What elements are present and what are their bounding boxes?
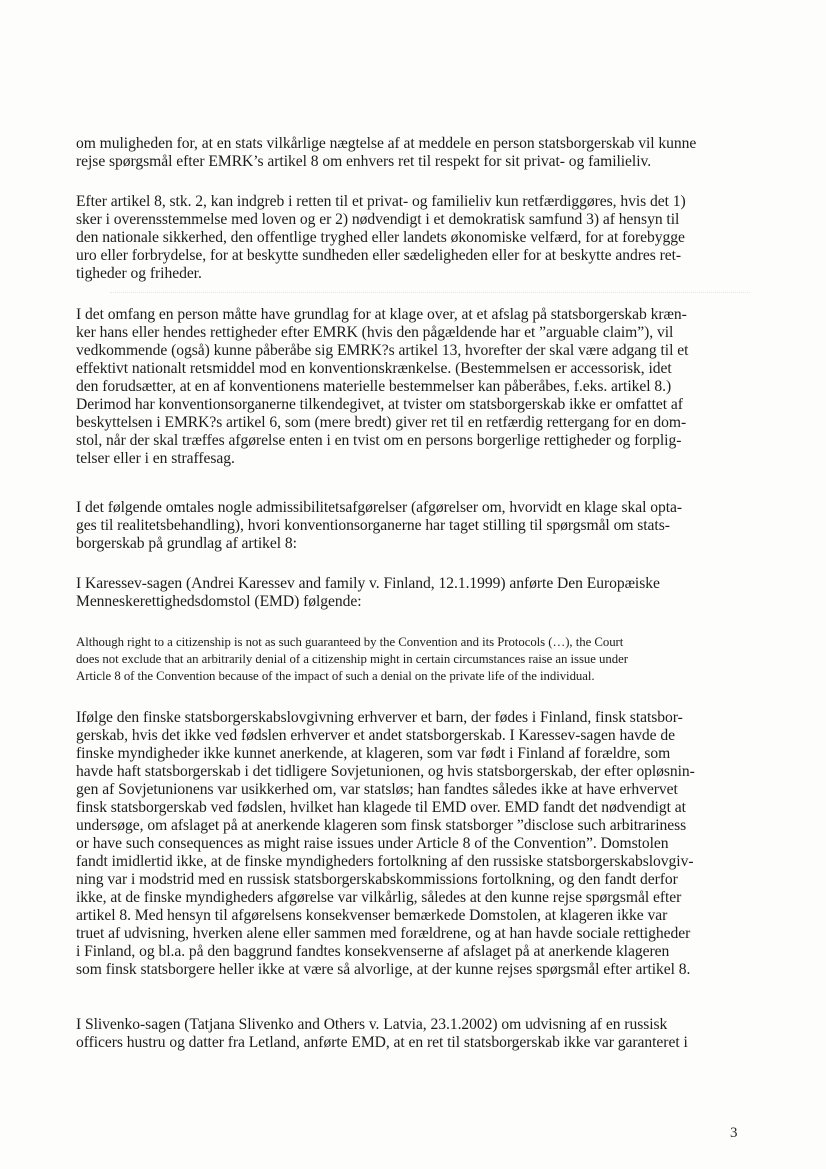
paragraph-line: borgerskab på grundlag af artikel 8: xyxy=(76,535,297,552)
paragraph-line: undersøge, om afslaget på at anerkende klageren som finsk statsborger ”disclose such arbitrariness xyxy=(76,817,687,834)
page-number: 3 xyxy=(730,1125,738,1141)
quote-line: Although right to a citizenship is not as such guaranteed by the Convention and its Protocols (…), the Court xyxy=(76,635,624,649)
paragraph-line: Ifølge den finske statsborgerskabslovgivning erhverver et barn, der fødes i Finland, finsk statsbor- xyxy=(76,709,683,726)
paragraph-4 xyxy=(76,499,756,553)
paragraph-line: officers hustru og datter fra Letland, anførte EMD, at en ret til statsborgerskab ikke var garanteret i xyxy=(76,1034,688,1051)
paragraph-line: effektivt nationalt retsmiddel mod en konventionskrænkelse. (Bestemmelsen er accessorisk, idet xyxy=(76,360,672,377)
paragraph-line: Efter artikel 8, stk. 2, kan indgreb i retten til et privat- og familieliv kun retfærdiggøres, hvis det 1) xyxy=(76,193,686,210)
paragraph-line: ges til realitetsbehandling), hvori konventionsorganerne har taget stilling til spørgsmål om stats- xyxy=(76,517,670,534)
paragraph-line: rejse spørgsmål efter EMRK’s artikel 8 om enhvers ret til respekt for sit privat- og familieliv. xyxy=(76,153,652,170)
paragraph-line: finsk statsborgerskab ved fødslen, hvilket han klagede til EMD over. EMD fandt det nødvendigt at xyxy=(76,799,686,816)
quote-line: Article 8 of the Convention because of the impact of such a denial on the private life of the individual. xyxy=(76,669,595,683)
paragraph-line: I Karessev-sagen (Andrei Karessev and family v. Finland, 12.1.1999) anførte Den Europæiske xyxy=(76,575,660,592)
paragraph-2 xyxy=(76,193,756,283)
paragraph-line: stol, når der skal træffes afgørelse enten i en tvist om en persons borgerlige rettigheder og forplig- xyxy=(76,432,682,449)
paragraph-line: uro eller forbrydelse, for at beskytte sundheden eller sædeligheden eller for at beskytte andres ret- xyxy=(76,247,682,264)
paragraph-line: tigheder og friheder. xyxy=(76,265,202,282)
paragraph-line: I det omfang en person måtte have grundlag for at klage over, at et afslag på statsborgerskab kræn- xyxy=(76,306,687,323)
block-quote xyxy=(76,634,756,685)
quote-line: does not exclude that an arbitrarily denial of a citizenship might in certain circumstances raise an issue under xyxy=(76,652,628,666)
paragraph-line: artikel 8. Med hensyn til afgørelsens konsekvenser bemærkede Domstolen, at klageren ikke var xyxy=(76,907,668,924)
paragraph-line: Menneskerettighedsdomstol (EMD) følgende: xyxy=(76,593,362,610)
paragraph-6 xyxy=(76,709,756,979)
paragraph-line: truet af udvisning, hverken alene eller sammen med forældrene, og at han havde sociale rettigheder xyxy=(76,925,691,942)
paragraph-line: Derimod har konventionsorganerne tilkendegivet, at tvister om statsborgerskab ikke er omfattet af xyxy=(76,396,683,413)
paragraph-7 xyxy=(76,1016,756,1052)
paragraph-5 xyxy=(76,575,756,611)
paragraph-line: i Finland, og bl.a. på den baggrund fandtes konsekvenserne af afslaget på at anerkende klageren xyxy=(76,943,670,960)
paragraph-line: ikke, at de finske myndigheders afgørelse var vilkårlig, således at den kunne rejse spørgsmål efter xyxy=(76,889,682,906)
paragraph-line: fandt imidlertid ikke, at de finske myndigheders fortolkning af den russiske statsborgerskabslovgiv- xyxy=(76,853,694,870)
paragraph-3 xyxy=(76,306,756,468)
paragraph-line: telser eller i en straffesag. xyxy=(76,450,235,467)
paragraph-line: sker i overensstemmelse med loven og er 2) nødvendigt i et demokratisk samfund 3) af hensyn til xyxy=(76,211,680,228)
paragraph-1 xyxy=(76,135,756,171)
paragraph-line: om muligheden for, at en stats vilkårlige nægtelse af at meddele en person statsborgerskab vil kunne xyxy=(76,135,697,152)
paragraph-line: I det følgende omtales nogle admissibilitetsafgørelser (afgørelser om, hvorvidt en klage skal opta- xyxy=(76,499,683,516)
paragraph-line: finske myndigheder ikke kunnet anerkende, at klageren, som var født i Finland af forældre, som xyxy=(76,745,671,762)
paragraph-line: vedkommende (også) kunne påberåbe sig EMRK?s artikel 13, hvorefter der skal være adgang til et xyxy=(76,342,689,359)
paragraph-line: den forudsætter, at en af konventionens materielle bestemmelser kan påberåbes, f.eks. artikel 8.) xyxy=(76,378,672,395)
paragraph-line: som finsk statsborgere heller ikke at være så alvorlige, at der kunne rejses spørgsmål efter artikel 8. xyxy=(76,961,691,978)
paragraph-line: havde haft statsborgerskab i det tidligere Sovjetunionen, og hvis statsborgerskab, der efter opløsnin- xyxy=(76,763,695,780)
paragraph-line: ning var i modstrid med en russisk statsborgerskabskommissions fortolkning, og den fandt derfor xyxy=(76,871,678,888)
paragraph-line: gen af Sovjetunionens var usikkerhed om, var statsløs; han fandtes således ikke at have erhvervet xyxy=(76,781,678,798)
paragraph-line: I Slivenko-sagen (Tatjana Slivenko and Others v. Latvia, 23.1.2002) om udvisning af en russisk xyxy=(76,1016,668,1033)
paragraph-line: or have such consequences as might raise issues under Article 8 of the Convention”. Domstolen xyxy=(76,835,669,852)
scan-artifact-line xyxy=(110,292,750,293)
paragraph-line: ker hans eller hendes rettigheder efter EMRK (hvis den pågældende har et ”arguable claim”), vil xyxy=(76,324,674,341)
paragraph-line: den nationale sikkerhed, den offentlige tryghed eller landets økonomiske velfærd, for at forebygge xyxy=(76,229,685,246)
paragraph-line: beskyttelsen i EMRK?s artikel 6, som (mere bredt) giver ret til en retfærdig rettergang for en dom- xyxy=(76,414,687,431)
paragraph-line: gerskab, hvis det ikke ved fødslen erhverver et andet statsborgerskab. I Karessev-sagen havde de xyxy=(76,727,675,744)
